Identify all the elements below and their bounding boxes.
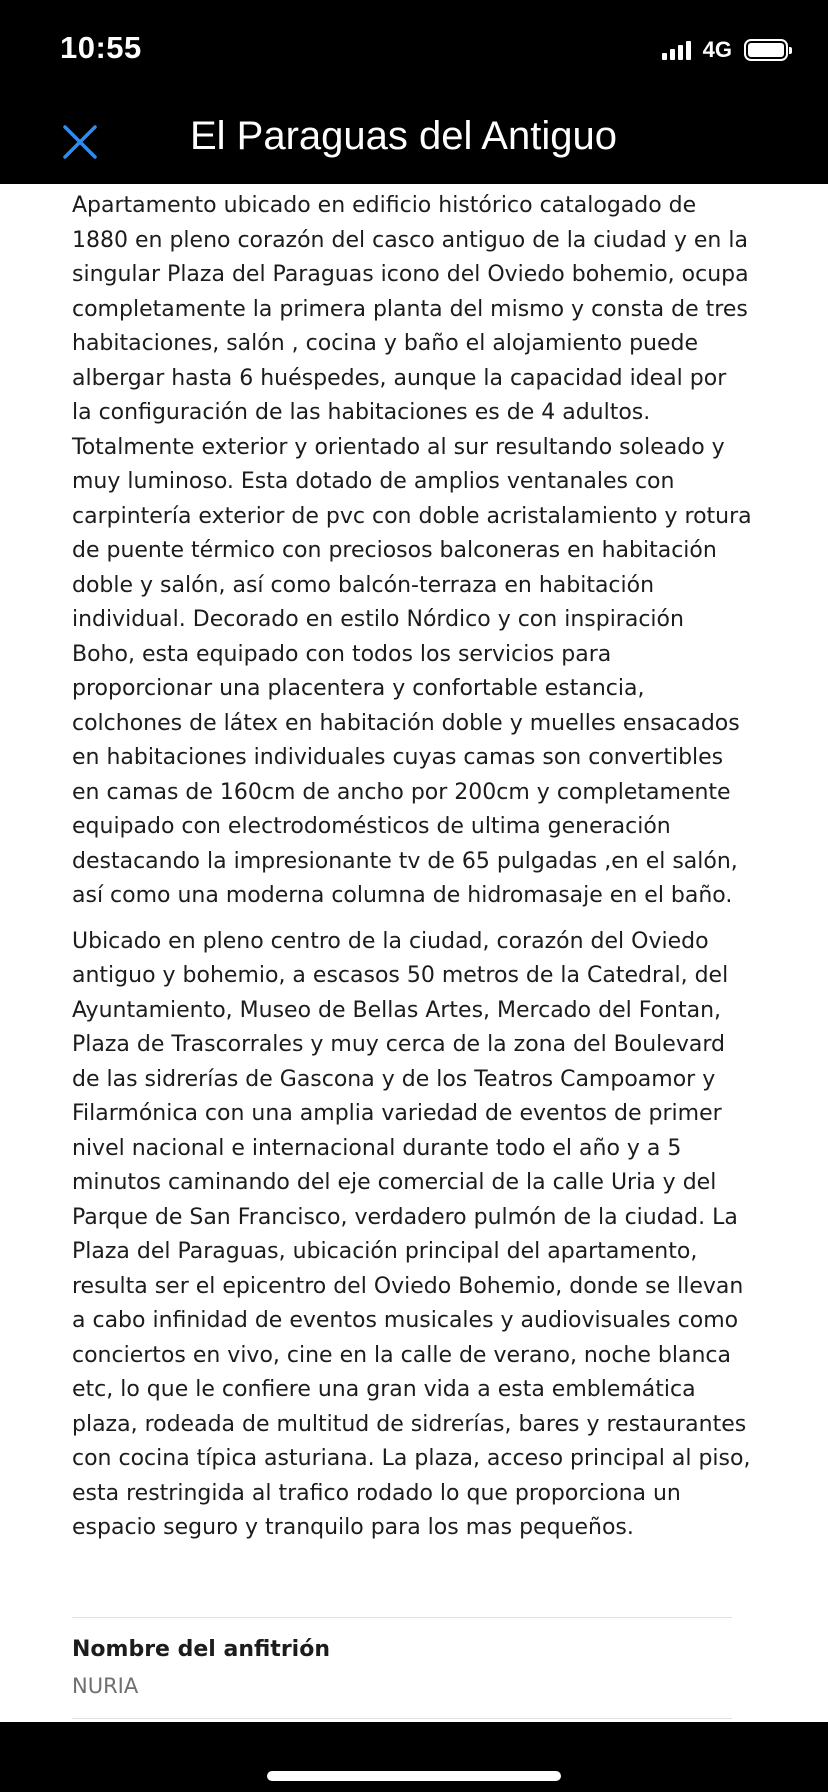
home-indicator[interactable] (267, 1771, 561, 1781)
close-button[interactable] (56, 118, 104, 166)
description-paragraph: Apartamento ubicado en edificio histórico catalogado de 1880 en pleno corazón del casco antiguo de la ciudad y en la singular Plaza del Paraguas icono del Oviedo bohemio, ocupa completamente la primera planta del mismo y consta de tres habitaciones, salón , cocina y baño el alojamiento puede albergar hasta 6 huéspedes, aunque la capacidad ideal por la configuración de las habitaciones es de 4 adultos. Totalmente exterior y orientado al sur resultando soleado y muy luminoso. Esta dotado de amplios ventanales con carpintería exterior de pvc con doble acristalamiento y rotura de puente térmico con preciosos balconeras en habitación doble y salón, así como balcón-terraza en habitación individual. Decorado en estilo Nórdico y con inspiración Boho, esta equipado con todos los servicios para proporcionar una placentera y confortable estancia, colchones de látex en habitación doble y muelles ensacados en habitaciones individuales cuyas camas son convertibles en camas de 160cm de ancho por 200cm y completamente equipado con electrodomésticos de ultima generación destacando la impresionante tv de 65 pulgadas ,en el salón, así como una moderna columna de hidromasaje en el baño. (72, 193, 752, 908)
listing-details-content[interactable] (0, 184, 828, 1722)
home-area (0, 1722, 828, 1792)
description-paragraph: Ubicado en pleno centro de la ciudad, corazón del Oviedo antiguo y bohemio, a escasos 50 metros de la Catedral, del Ayuntamiento, Museo de Bellas Artes, Mercado del Fontan, Plaza de Trascorrales y muy cerca de la zona del Boulevard de las sidrerías de Gascona y de los Teatros Campoamor y Filarmónica con una amplia variedad de eventos de primer nivel nacional e internacional durante todo el año y a 5 minutos caminando del eje comercial de la calle Uria y del Parque de San Francisco, verdadero pulmón de la ciudad. La Plaza del Paraguas, ubicación principal del apartamento, resulta ser el epicentro del Oviedo Bohemio, donde se llevan a cabo infinidad de eventos musicales y audiovisuales como conciertos en vivo, cine en la calle de verano, noche blanca etc, lo que le confiere una gran vida a esta emblemática plaza, rodeada de multitud de sidrerías, bares y restaurantes con cocina típica asturiana. La plaza, acceso principal al piso, esta restringida al trafico rodado lo que proporciona un espacio seguro y tranquilo para los mas pequeños. (72, 928, 751, 1540)
status-indicators (662, 37, 788, 63)
host-label: Nombre del anfitrión (72, 1637, 330, 1662)
host-name: NURIA (72, 1674, 139, 1698)
section-divider (72, 1718, 732, 1719)
page-title: El Paraguas del Antiguo (190, 114, 617, 158)
status-bar (0, 0, 828, 100)
listing-description (72, 189, 752, 1557)
status-time: 10:55 (60, 30, 142, 65)
close-icon (62, 124, 98, 160)
section-divider (72, 1617, 732, 1618)
battery-full-icon (744, 39, 788, 61)
signal-strength-icon (662, 40, 691, 60)
navigation-bar (0, 100, 828, 184)
network-type: 4G (702, 37, 732, 62)
